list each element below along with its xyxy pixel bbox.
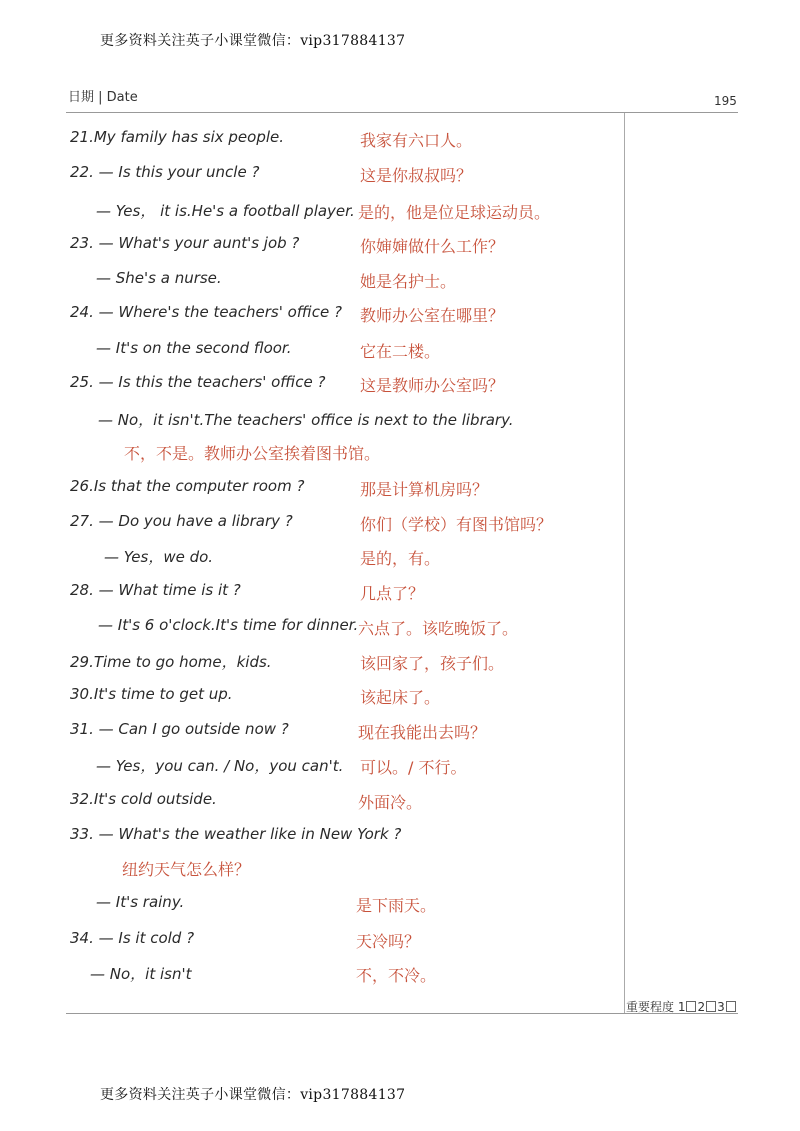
english-sentence: — It's 6 o'clock.It's time for dinner. [98,616,359,634]
english-sentence: — Yes，we do. [104,548,214,566]
english-sentence: — It's rainy. [96,893,185,911]
english-sentence: 34. — Is it cold ? [70,929,195,947]
header-rule [66,112,738,113]
chinese-translation: 不，不冷。 [356,966,437,985]
english-sentence: 23. — What's your aunt's job ? [70,234,300,252]
bottom-banner: 更多资料关注英子小课堂微信：vip317884137 [100,1087,406,1103]
chinese-translation: 教师办公室在哪里？ [360,306,505,325]
english-sentence: 30.It's time to get up. [70,685,233,703]
page-number: 195 [714,94,737,108]
margin-rule [624,113,625,1013]
checkbox-icon[interactable] [726,1001,736,1012]
chinese-translation: 你婶婶做什么工作？ [360,237,505,256]
english-sentence: — Yes， it is.He's a football player. [96,202,355,220]
chinese-translation: 这是你叔叔吗？ [360,166,473,185]
english-sentence: — No，it isn't [90,965,192,983]
importance-label: 重要程度 [626,1000,675,1014]
chinese-translation: 六点了。该吃晚饭了。 [358,619,519,638]
english-sentence: 27. — Do you have a library ? [70,512,293,530]
importance-level-1: 1 [677,1000,686,1014]
chinese-translation: 她是名护士。 [360,272,457,291]
english-sentence: 28. — What time is it ? [70,581,241,599]
english-sentence: 25. — Is this the teachers' office ? [70,373,326,391]
chinese-translation: 可以。/ 不行。 [360,758,467,777]
english-sentence: 29.Time to go home，kids. [70,653,272,671]
chinese-translation: 几点了？ [360,584,425,603]
chinese-translation: 现在我能出去吗？ [358,723,487,742]
importance-rating [626,998,737,1015]
chinese-translation: 我家有六口人。 [360,131,473,150]
english-sentence: 24. — Where's the teachers' office ? [70,303,342,321]
chinese-translation: 你们（学校）有图书馆吗？ [360,515,553,534]
chinese-translation: 那是计算机房吗？ [360,480,489,499]
chinese-translation: 这是教师办公室吗？ [360,376,505,395]
english-sentence: 32.It's cold outside. [70,790,217,808]
chinese-translation: 是下雨天。 [356,896,437,915]
english-sentence: — Yes，you can. / No，you can't. [96,757,344,775]
chinese-translation: 天冷吗？ [356,932,421,951]
importance-level-3: 3 [717,1000,725,1014]
english-sentence: 21.My family has six people. [70,128,285,146]
chinese-translation: 它在二楼。 [360,342,441,361]
english-sentence: — It's on the second floor. [96,339,292,357]
english-sentence: — No，it isn't.The teachers' office is next to the library. [98,411,514,429]
chinese-translation: 是的，有。 [360,549,441,568]
chinese-translation: 纽约天气怎么样？ [122,860,251,879]
checkbox-icon[interactable] [686,1001,696,1012]
chinese-translation: 外面冷。 [358,793,423,812]
english-sentence: 33. — What's the weather like in New York ? [70,825,402,843]
date-label: 日期 | Date [68,90,138,105]
english-sentence: 22. — Is this your uncle ? [70,163,260,181]
chinese-translation: 不，不是。教师办公室挨着图书馆。 [124,444,381,463]
english-sentence: 26.Is that the computer room ? [70,477,305,495]
importance-level-2: 2 [697,1000,706,1014]
checkbox-icon[interactable] [706,1001,716,1012]
top-banner: 更多资料关注英子小课堂微信：vip317884137 [100,33,406,49]
chinese-translation: 是的，他是位足球运动员。 [358,203,551,222]
english-sentence: 31. — Can I go outside now ? [70,720,289,738]
english-sentence: — She's a nurse. [96,269,222,287]
chinese-translation: 该回家了，孩子们。 [360,654,505,673]
chinese-translation: 该起床了。 [360,688,441,707]
